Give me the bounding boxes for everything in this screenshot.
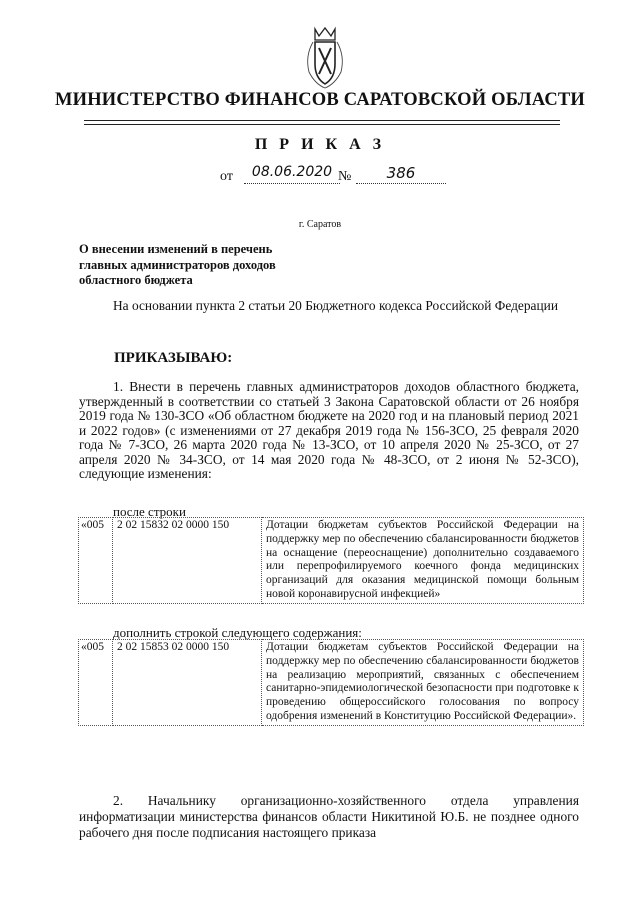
title-line: областного бюджета [79,273,193,287]
header-rule [84,120,560,121]
number-prefix: № [338,169,352,184]
order-number: 386 [356,164,446,184]
table-row [79,640,584,726]
admin-code-cell: «005 [79,518,113,604]
after-row-label: после строки [113,504,186,519]
table-row [79,518,584,604]
revenue-description-cell: Дотации бюджетам субъектов Российской Федерации на поддержку мер по обеспечению сбалансированности бюджетов на оснащение (переоснащение) дополнительно создаваемого или перепрофилируемого коечного фонда медицинских организаций для оказания медицинской помощи больным новой коронавирусной инфекцией» [262,518,584,604]
ministry-name: МИНИСТЕРСТВО ФИНАНСОВ САРАТОВСКОЙ ОБЛАСТИ [54,90,586,110]
doc-type: П Р И К А З [254,136,386,153]
add-row-label: дополнить строкой следующего содержания: [113,625,362,640]
order-date: 08.06.2020 [244,164,340,184]
city: г. Саратов [298,219,342,230]
order-title [79,242,276,289]
item-2-paragraph: 2. Начальнику организационно-хозяйственного отдела управления информатизации министерства финансов области Никитиной Ю.Б. не позднее одного рабочего дня после подписания настоящего приказа [79,793,579,840]
header-rule-thin [84,124,560,125]
date-line [220,164,480,186]
basis-paragraph: На основании пункта 2 статьи 20 Бюджетного кодекса Российской Федерации [113,298,559,313]
title-line: главных администраторов доходов [79,257,276,272]
saratov-coat-of-arms-icon [303,26,347,90]
existing-row-table [78,517,584,604]
order-word: ПРИКАЗЫВАЮ: [114,350,233,366]
admin-code-cell: «005 [79,640,113,726]
revenue-code-cell: 2 02 15832 02 0000 150 [113,518,262,604]
title-line: О внесении изменений в перечень [79,242,273,256]
new-row-table [78,639,584,726]
revenue-code-cell: 2 02 15853 02 0000 150 [113,640,262,726]
date-prefix: от [220,169,233,184]
revenue-description-cell: Дотации бюджетам субъектов Российской Федерации на поддержку мер по обеспечению сбалансированности бюджетов на реализацию мероприятий, связанных с обеспечением санитарно-эпидемиологической безопасности при подготовке к проведению общероссийского голосования по вопросу одобрения изменений в Конституцию Российской Федерации». [262,640,584,726]
item-1-paragraph: 1. Внести в перечень главных администраторов доходов областного бюджета, утвержденный в соответствии со статьей 3 Закона Саратовской области от 26 ноября 2019 года № 130-ЗСО «Об областном бюджете на 2020 год и на плановый период 2021 и 2022 годов» (с изменениями от 27 декабря 2019 года № 156-ЗСО, 25 февраля 2020 года № 7-ЗСО, 26 марта 2020 года № 13-ЗСО, от 10 апреля 2020 № 25-ЗСО, от 27 апреля 2020 № 34-ЗСО, от 14 мая 2020 года № 48-ЗСО, от 2 июня № 52-ЗСО), следующие изменения: [79,379,579,481]
